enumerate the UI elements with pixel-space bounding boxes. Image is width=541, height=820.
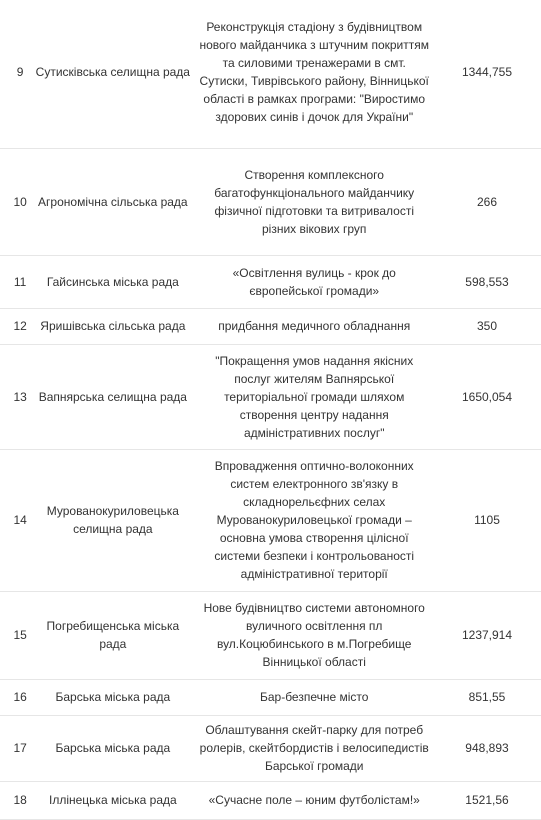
project-description: придбання медичного обладнання <box>195 308 433 344</box>
table-row <box>0 0 541 148</box>
project-description: Бар-безпечне місто <box>195 679 433 715</box>
project-description: Облаштування скейт-парку для потреб ролерів, скейтбордистів і велосипедистів Барської громади <box>195 715 433 781</box>
project-amount: 948,893 <box>433 715 541 781</box>
project-amount: 598,553 <box>433 255 541 308</box>
project-amount: 1237,914 <box>433 591 541 679</box>
organization-name: Вапнярська селищна рада <box>30 344 195 449</box>
table-row <box>0 781 541 819</box>
project-description: «Освітлення вулиць - крок до європейської громади» <box>195 255 433 308</box>
row-number: 16 <box>0 679 30 715</box>
row-number: 12 <box>0 308 30 344</box>
row-number: 11 <box>0 255 30 308</box>
project-description: Створення комплексного багатофункціонального майданчику фізичної підготовки та витривалості різних вікових груп <box>195 148 433 255</box>
organization-name: Яришівська сільська рада <box>30 308 195 344</box>
project-description: «Сучасне поле – юним футболістам!» <box>195 781 433 819</box>
table-row <box>0 715 541 781</box>
row-number: 13 <box>0 344 30 449</box>
row-number: 15 <box>0 591 30 679</box>
table-row <box>0 344 541 449</box>
table-row <box>0 308 541 344</box>
organization-name: Барська міська рада <box>30 715 195 781</box>
organization-name: Погребищенська міська рада <box>30 591 195 679</box>
project-amount: 1344,755 <box>433 0 541 148</box>
row-number: 17 <box>0 715 30 781</box>
table-row <box>0 591 541 679</box>
project-amount: 1521,56 <box>433 781 541 819</box>
table-row <box>0 449 541 591</box>
organization-name: Сутисківська селищна рада <box>30 0 195 148</box>
project-amount: 1105 <box>433 449 541 591</box>
row-number: 14 <box>0 449 30 591</box>
organization-name: Мурованокуриловецька селищна рада <box>30 449 195 591</box>
table-row <box>0 148 541 255</box>
row-number: 18 <box>0 781 30 819</box>
project-amount: 266 <box>433 148 541 255</box>
project-amount: 1650,054 <box>433 344 541 449</box>
organization-name: Агрономічна сільська рада <box>30 148 195 255</box>
project-description: Нове будівництво системи автономного вуличного освітлення пл вул.Коцюбинського в м.Погребище Вінницької області <box>195 591 433 679</box>
organization-name: Іллінецька міська рада <box>30 781 195 819</box>
project-description: "Покращення умов надання якісних послуг жителям Вапнярської територіальної громади шляхом створення центру надання адміністративних послуг" <box>195 344 433 449</box>
table-row <box>0 255 541 308</box>
project-description: Реконструкція стадіону з будівництвом нового майданчика з штучним покриттям та силовими тренажерами в смт. Сутиски, Тиврівського району, Вінницької області в рамках програми: "Виростимо здорових синів і дочок для України" <box>195 0 433 148</box>
row-number: 9 <box>0 0 30 148</box>
organization-name: Барська міська рада <box>30 679 195 715</box>
project-description: Впровадження оптично-волоконних систем електронного зв'язку в складнорельєфних селах Мурованокуриловецької громади – основна умова створення цілісної системи безпеки і контрольованості адміністративної території <box>195 449 433 591</box>
table-row <box>0 679 541 715</box>
project-amount: 851,55 <box>433 679 541 715</box>
organization-name: Гайсинська міська рада <box>30 255 195 308</box>
row-number: 10 <box>0 148 30 255</box>
project-amount: 350 <box>433 308 541 344</box>
